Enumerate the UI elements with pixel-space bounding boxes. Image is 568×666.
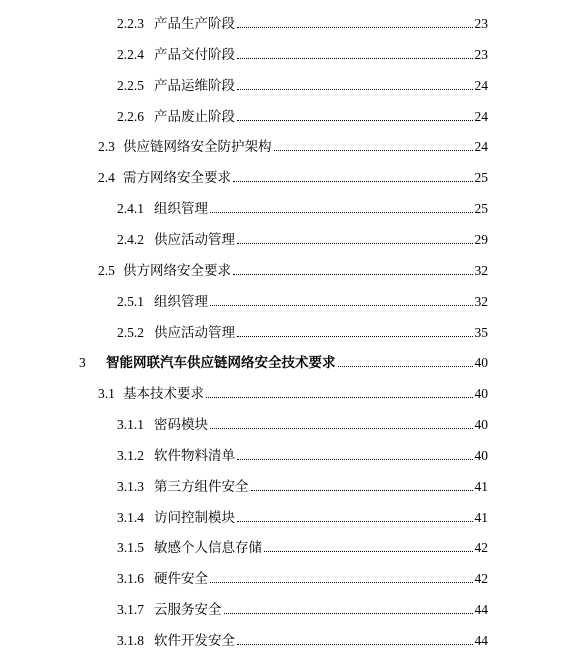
toc-entry[interactable] — [0, 76, 568, 96]
toc-dot-leader — [237, 120, 473, 121]
toc-entry-title: 需方网络安全要求 — [123, 170, 231, 185]
toc-dot-leader — [210, 212, 473, 213]
toc-entry-title: 硬件安全 — [154, 571, 208, 586]
toc-entry-title: 供应活动管理 — [154, 325, 235, 340]
toc-entry-number: 3.1.7 — [117, 602, 144, 617]
toc-entry-page-number: 23 — [474, 47, 488, 62]
toc-entry-title: 供应链网络安全防护架构 — [123, 139, 272, 154]
toc-entry[interactable] — [0, 230, 568, 250]
toc-entry-number: 2.3 — [98, 139, 115, 154]
toc-dot-leader — [210, 428, 473, 429]
toc-entry-title: 智能网联汽车供应链网络安全技术要求 — [106, 355, 336, 370]
toc-entry-title: 访问控制模块 — [154, 510, 235, 525]
toc-entry-title: 供方网络安全要求 — [123, 263, 231, 278]
toc-entry-number: 2.5.1 — [117, 294, 144, 309]
toc-entry-title: 组织管理 — [154, 294, 208, 309]
toc-entry-page-number: 41 — [474, 479, 488, 494]
toc-entry-page-number: 25 — [474, 201, 488, 216]
toc-dot-leader — [237, 459, 473, 460]
toc-dot-leader — [264, 551, 473, 552]
toc-entry[interactable] — [0, 569, 568, 589]
toc-dot-leader — [237, 27, 473, 28]
toc-entry[interactable] — [0, 261, 568, 281]
toc-dot-leader — [237, 336, 473, 337]
toc-entry-number: 3.1.6 — [117, 571, 144, 586]
toc-entry-page-number: 23 — [474, 16, 488, 31]
toc-entry[interactable] — [0, 415, 568, 435]
toc-entry-number: 2.4.1 — [117, 201, 144, 216]
toc-dot-leader — [233, 181, 473, 182]
toc-entry-title: 第三方组件安全 — [154, 479, 249, 494]
toc-entry-number: 2.2.3 — [117, 16, 144, 31]
toc-dot-leader — [224, 613, 473, 614]
toc-dot-leader — [233, 274, 473, 275]
toc-dot-leader — [210, 305, 473, 306]
toc-entry[interactable] — [0, 446, 568, 466]
toc-entry[interactable] — [0, 45, 568, 65]
toc-entry-title: 软件物料清单 — [154, 448, 235, 463]
toc-dot-leader — [274, 150, 473, 151]
toc-entry-title: 密码模块 — [154, 417, 208, 432]
toc-entry-page-number: 24 — [474, 139, 488, 154]
toc-entry-title: 产品运维阶段 — [154, 78, 235, 93]
toc-entry-number: 3.1.4 — [117, 510, 144, 525]
toc-entry[interactable] — [0, 538, 568, 558]
toc-entry-title: 软件开发安全 — [154, 633, 235, 648]
toc-entry-title: 云服务安全 — [154, 602, 222, 617]
toc-entry-page-number: 40 — [474, 355, 488, 370]
toc-entry[interactable] — [0, 292, 568, 312]
toc-entry-page-number: 41 — [474, 510, 488, 525]
toc-entry-title: 供应活动管理 — [154, 232, 235, 247]
toc-entry-page-number: 29 — [474, 232, 488, 247]
toc-entry-number: 2.2.6 — [117, 109, 144, 124]
toc-entry[interactable] — [0, 107, 568, 127]
toc-entry[interactable] — [0, 631, 568, 651]
toc-entry-title: 产品生产阶段 — [154, 16, 235, 31]
toc-entry-page-number: 42 — [474, 571, 488, 586]
toc-dot-leader — [338, 366, 473, 367]
toc-entry-number: 2.5.2 — [117, 325, 144, 340]
toc-dot-leader — [237, 243, 473, 244]
toc-entry-number: 2.4 — [98, 170, 115, 185]
toc-dot-leader — [237, 644, 473, 645]
toc-entry-title: 敏感个人信息存储 — [154, 540, 262, 555]
toc-entry-page-number: 44 — [474, 633, 488, 648]
toc-entry[interactable] — [0, 508, 568, 528]
toc-entry-title: 基本技术要求 — [123, 386, 204, 401]
toc-entry[interactable] — [0, 137, 568, 157]
toc-entry-page-number: 32 — [474, 294, 488, 309]
toc-entry-page-number: 40 — [474, 417, 488, 432]
toc-entry-number: 2.2.4 — [117, 47, 144, 62]
toc-entry[interactable] — [0, 14, 568, 34]
toc-entry[interactable] — [0, 168, 568, 188]
toc-entry-page-number: 32 — [474, 263, 488, 278]
toc-entry-number: 2.5 — [98, 263, 115, 278]
toc-entry-page-number: 25 — [474, 170, 488, 185]
toc-entry-page-number: 24 — [474, 109, 488, 124]
toc-entry-title: 组织管理 — [154, 201, 208, 216]
toc-entry-page-number: 42 — [474, 540, 488, 555]
toc-dot-leader — [206, 397, 473, 398]
toc-entry-title: 产品交付阶段 — [154, 47, 235, 62]
toc-entry-number: 3 — [79, 355, 86, 370]
toc-entry-page-number: 35 — [474, 325, 488, 340]
toc-entry-number: 2.4.2 — [117, 232, 144, 247]
toc-entry[interactable] — [0, 199, 568, 219]
toc-entry[interactable] — [0, 353, 568, 373]
toc-dot-leader — [237, 58, 473, 59]
toc-entry[interactable] — [0, 323, 568, 343]
toc-entry-page-number: 40 — [474, 386, 488, 401]
toc-dot-leader — [210, 582, 473, 583]
toc-dot-leader — [237, 521, 473, 522]
toc-entry-number: 3.1.5 — [117, 540, 144, 555]
toc-entry-page-number: 24 — [474, 78, 488, 93]
toc-entry-number: 3.1 — [98, 386, 115, 401]
toc-entry-number: 3.1.8 — [117, 633, 144, 648]
toc-entry-page-number: 44 — [474, 602, 488, 617]
toc-dot-leader — [251, 490, 473, 491]
toc-entry-title: 产品废止阶段 — [154, 109, 235, 124]
toc-entry-number: 3.1.3 — [117, 479, 144, 494]
toc-entry-number: 3.1.1 — [117, 417, 144, 432]
toc-dot-leader — [237, 89, 473, 90]
toc-entry-number: 2.2.5 — [117, 78, 144, 93]
toc-entry[interactable] — [0, 477, 568, 497]
toc-entry[interactable] — [0, 384, 568, 404]
toc-entry-number: 3.1.2 — [117, 448, 144, 463]
toc-entry-page-number: 40 — [474, 448, 488, 463]
toc-entry[interactable] — [0, 600, 568, 620]
